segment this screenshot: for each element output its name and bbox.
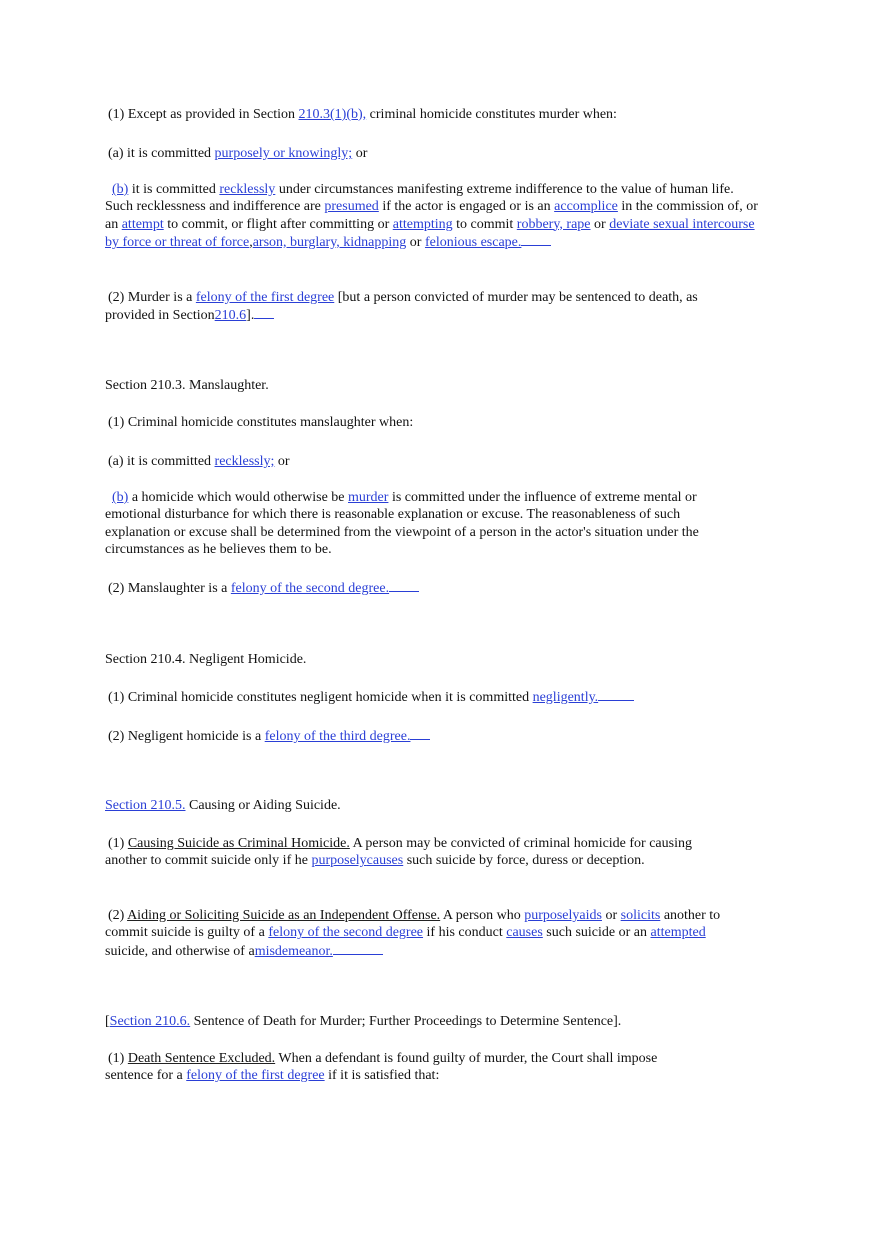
death-paragraph-1 (105, 1050, 705, 1085)
text: suicide, and otherwise of a (105, 943, 255, 959)
text: if it is satisfied that: (324, 1068, 440, 1084)
text: (1) Except as provided in Section (108, 107, 299, 122)
murder-paragraph-1 (108, 106, 728, 123)
link-accomplice[interactable]: accomplice (554, 199, 618, 215)
link-felony-second-degree[interactable]: felony of the second degree (268, 925, 424, 941)
underline-pad (598, 688, 634, 701)
text: (2) Murder is a (108, 290, 196, 305)
link-purposely[interactable]: purposely (311, 853, 367, 869)
text: or (352, 146, 368, 161)
text: When a defendant is found guilty of murder, the Court shall impose sentence for a (105, 1051, 658, 1084)
text: Causing or Aiding Suicide. (185, 798, 341, 813)
text: A person may be convicted of criminal homicide for causing another to commit suicide only if he (105, 836, 692, 869)
manslaughter-paragraph-2 (108, 579, 728, 597)
link-section-210-5[interactable]: Section 210.5. (105, 798, 186, 813)
text: (1) (108, 1051, 128, 1066)
text: a homicide which would otherwise be (128, 490, 348, 505)
murder-paragraph-2 (105, 289, 725, 325)
link-presumed[interactable]: presumed (324, 199, 379, 215)
section-heading-210-4: Section 210.4. Negligent Homicide. (105, 652, 307, 667)
negligent-paragraph-2 (108, 727, 728, 745)
manslaughter-paragraph-1: (1) Criminal homicide constitutes manslaughter when: (108, 415, 414, 430)
underline-pad (333, 942, 383, 955)
text: to commit, or flight after committing or (163, 216, 393, 232)
link-solicits[interactable]: solicits (620, 908, 661, 923)
link-felonious-escape[interactable]: felonious escape. (424, 234, 522, 250)
link-section-210-6[interactable]: 210.6 (214, 308, 247, 324)
text: under circumstances manifesting extreme indifference to the value of human life. Such recklessness and indifference are (105, 182, 734, 215)
text: if his conduct (423, 925, 507, 941)
text: (a) it is committed (108, 146, 215, 161)
text: in the commission of, or an (105, 199, 758, 232)
suicide-paragraph-1 (105, 835, 695, 870)
section-heading-210-5 (105, 797, 725, 814)
text: or (406, 234, 425, 250)
link-recklessly[interactable]: recklessly; (214, 454, 275, 469)
link-negligently[interactable]: negligently. (532, 690, 599, 705)
underline-pad (521, 233, 551, 246)
link-clause-b[interactable]: (b) (112, 490, 129, 505)
link-attempting[interactable]: attempting (392, 216, 453, 232)
text: (2) Manslaughter is a (108, 581, 231, 596)
link-section-210-6[interactable]: Section 210.6. (109, 1014, 191, 1029)
text: or (274, 454, 290, 469)
section-heading-210-6 (105, 1013, 745, 1030)
link-purposely[interactable]: purposely (524, 908, 580, 923)
link-clause-b[interactable]: (b) (112, 182, 129, 197)
link-felony-first-degree[interactable]: felony of the first degree (195, 290, 335, 305)
link-felony-third-degree[interactable]: felony of the third degree. (264, 729, 411, 744)
link-causes[interactable]: causes (506, 925, 543, 941)
link-attempted[interactable]: attempted (650, 925, 706, 941)
text: (2) (108, 908, 128, 923)
link-section-210-3-1-b[interactable]: 210.3(1)(b), (298, 107, 367, 122)
text: or (601, 908, 621, 923)
text: [ (105, 1014, 110, 1029)
text: or (590, 216, 610, 232)
link-causes[interactable]: causes (366, 853, 404, 869)
subheading-causing-suicide: Causing Suicide as Criminal Homicide. (127, 836, 350, 851)
text: (1) (108, 836, 128, 851)
text: (1) Criminal homicide constitutes negligent homicide when it is committed (108, 690, 533, 705)
suicide-paragraph-2 (105, 907, 745, 960)
manslaughter-clause-a (108, 453, 728, 470)
murder-clause-a (108, 145, 728, 162)
text: another to commit suicide is guilty of a (105, 908, 721, 941)
link-deviate-sexual-intercourse[interactable]: deviate sexual intercourse by force or threat of force (105, 216, 755, 250)
link-attempt[interactable]: attempt (121, 216, 164, 232)
text: to commit (452, 216, 517, 232)
link-robbery-rape[interactable]: robbery, rape (516, 216, 591, 232)
text: [but a person convicted of murder may be sentenced to death, as provided in Section (105, 290, 698, 324)
text: such suicide or an (542, 925, 651, 941)
subheading-aiding-soliciting-suicide: Aiding or Soliciting Suicide as an Independent Offense. (127, 908, 441, 923)
text: it is committed (128, 182, 220, 197)
negligent-paragraph-1 (108, 688, 728, 706)
manslaughter-clause-b (105, 489, 720, 558)
text: Sentence of Death for Murder; Further Proceedings to Determine Sentence]. (190, 1014, 622, 1029)
text: (2) Negligent homicide is a (108, 729, 265, 744)
link-misdemeanor[interactable]: misdemeanor. (254, 943, 333, 959)
murder-clause-b (105, 181, 765, 251)
underline-pad (254, 306, 274, 319)
link-felony-first-degree[interactable]: felony of the first degree (186, 1068, 325, 1084)
text: if the actor is engaged or is an (378, 199, 555, 215)
text: is committed under the influence of extreme mental or emotional disturbance for which there is reasonable explanation or excuse. The reasonableness of such explanation or excuse shall be determined from the viewpoint of a person in the actor's situation under the circumstances as he believes them to be. (105, 490, 699, 557)
link-murder[interactable]: murder (348, 490, 389, 505)
link-felony-second-degree[interactable]: felony of the second degree. (230, 581, 390, 596)
text: criminal homicide constitutes murder when: (366, 107, 617, 122)
link-aids[interactable]: aids (579, 908, 602, 923)
link-recklessly[interactable]: recklessly (219, 182, 276, 197)
underline-pad (410, 727, 430, 740)
subheading-death-sentence-excluded: Death Sentence Excluded. (127, 1051, 276, 1066)
text: (a) it is committed (108, 454, 215, 469)
link-purposely-or-knowingly[interactable]: purposely or knowingly; (214, 146, 353, 161)
text: such suicide by force, duress or deception. (403, 853, 645, 869)
text: A person who (440, 908, 525, 923)
link-arson-burglary-kidnapping[interactable]: arson, burglary, kidnapping (252, 234, 407, 250)
section-heading-210-3: Section 210.3. Manslaughter. (105, 378, 269, 393)
underline-pad (389, 579, 419, 592)
text: ]. (246, 308, 255, 324)
text: , (249, 234, 253, 250)
